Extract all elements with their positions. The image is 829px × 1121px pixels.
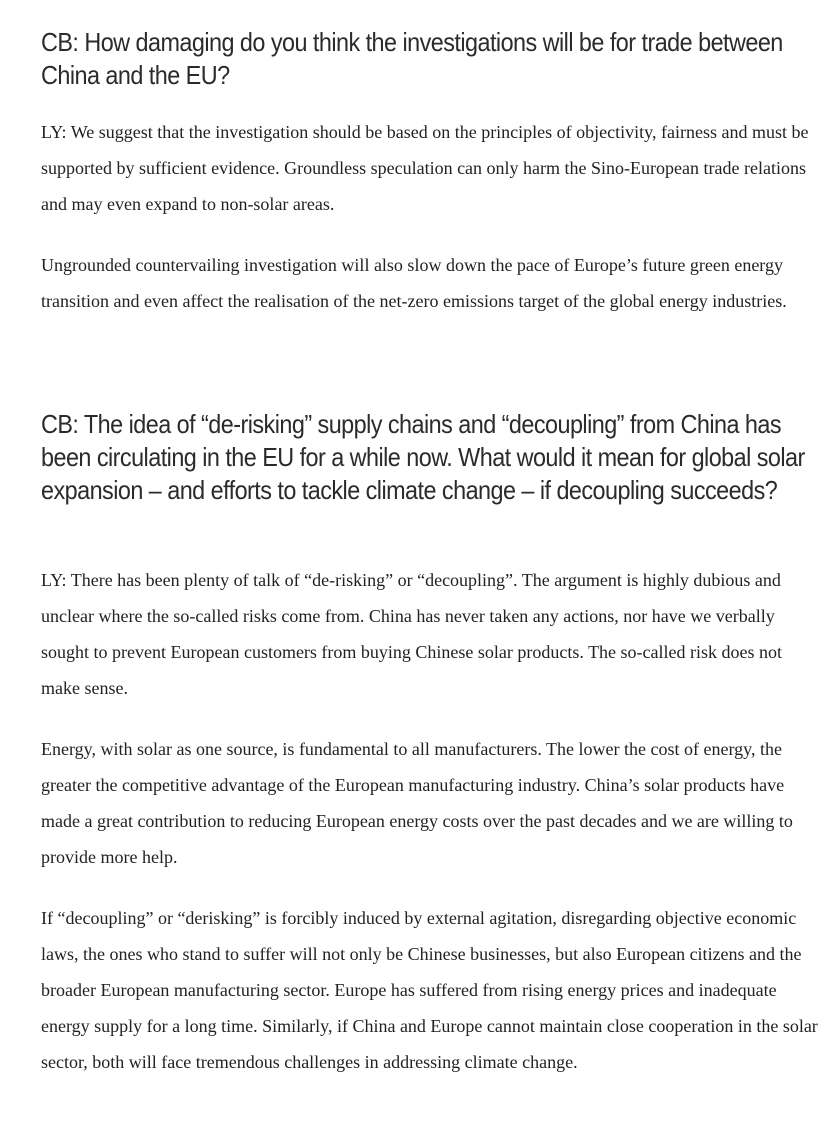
question-heading: CB: The idea of “de-risking” supply chains and “decoupling” from China has been circulating in the EU for a while now. What would it mean for global solar expansion – and efforts to tackle climate change – if decoupling succeeds? — [41, 409, 805, 505]
answer-paragraph: Energy, with solar as one source, is fundamental to all manufacturers. The lower the cost of energy, the greater the competitive advantage of the European manufacturing industry. China’s solar products have made a great contribution to reducing European energy costs over the past decades and we are willing to provide more help. — [41, 739, 793, 867]
answer-paragraph: If “decoupling” or “derisking” is forcibly induced by external agitation, disregarding objective economic laws, the ones who stand to suffer will not only be Chinese businesses, but also European citizens and the broader European manufacturing sector. Europe has suffered from rising energy prices and inadequate energy supply for a long time. Similarly, if China and Europe cannot maintain close cooperation in the solar sector, both will face tremendous challenges in addressing climate change. — [41, 908, 818, 1072]
answer-paragraph: LY: There has been plenty of talk of “de-risking” or “decoupling”. The argument is highly dubious and unclear where the so-called risks come from. China has never taken any actions, nor have we verbally sought to prevent European customers from buying Chinese solar products. The so-called risk does not make sense. — [41, 570, 783, 698]
answer-paragraph: LY: We suggest that the investigation should be based on the principles of objectivity, fairness and must be supported by sufficient evidence. Groundless speculation can only harm the Sino-European trade relations and may even expand to non-solar areas. — [41, 122, 809, 214]
answer-paragraph: Ungrounded countervailing investigation will also slow down the pace of Europe’s future green energy transition and even affect the realisation of the net-zero emissions target of the global energy industries. — [41, 255, 787, 311]
question-heading: CB: How damaging do you think the investigations will be for trade between China and the EU? — [41, 27, 783, 90]
